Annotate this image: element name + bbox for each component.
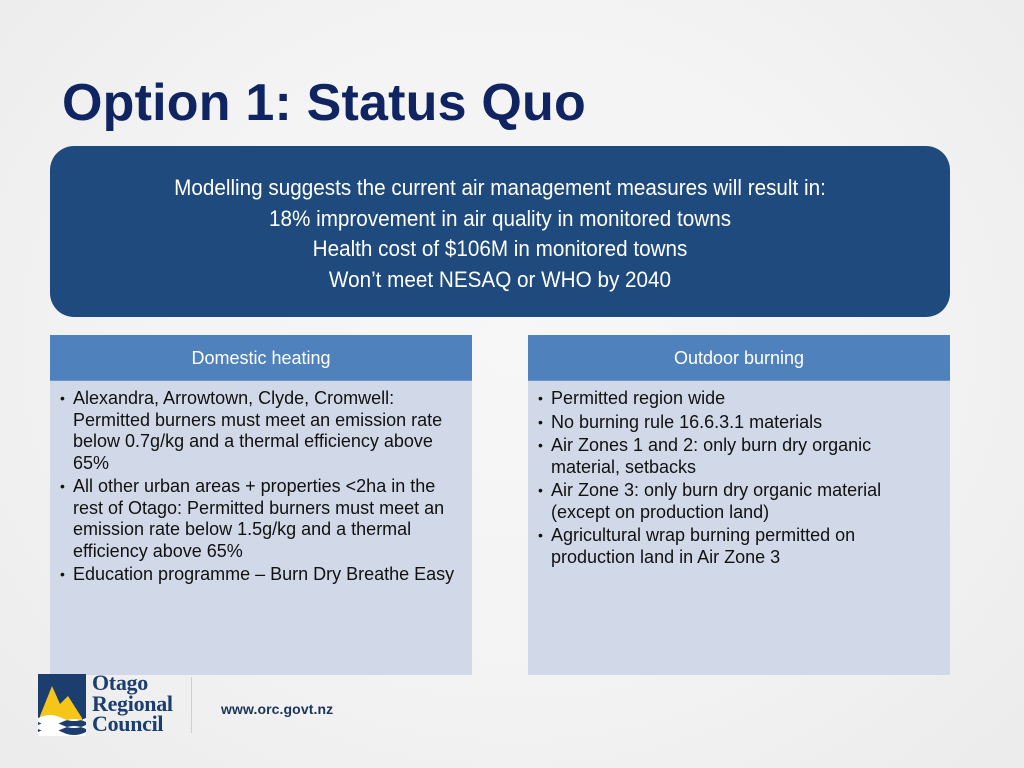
website-url: www.orc.govt.nz — [221, 701, 334, 717]
banner-line: Modelling suggests the current air management measures will result in: — [174, 175, 826, 200]
panel-body — [528, 381, 950, 568]
list-item-text: Permitted region wide — [551, 388, 726, 408]
bullet-icon: • — [538, 482, 543, 498]
bullet-icon: • — [538, 390, 543, 406]
banner-line: Health cost of $106M in monitored towns — [312, 236, 688, 261]
list-item — [538, 525, 936, 568]
banner-line: 18% improvement in air quality in monitored towns — [268, 205, 732, 231]
list-item-text: All other urban areas + properties <2ha in the rest of Otago: Permitted burners must meet an emission rate below 1.5g/kg and a thermal efficiency above 65% — [73, 476, 445, 561]
list-item — [60, 564, 458, 586]
bullet-icon: • — [60, 390, 65, 406]
outdoor-burning-panel — [528, 335, 950, 675]
bullet-icon: • — [538, 413, 543, 430]
panel-header: Domestic heating — [50, 335, 472, 381]
mountain-river-logo-icon — [38, 674, 86, 736]
list-item-text: Education programme – Burn Dry Breathe Easy — [73, 564, 455, 584]
banner-line: Won’t meet NESAQ or WHO by 2040 — [328, 266, 672, 292]
bullet-icon: • — [60, 478, 65, 494]
list-item-text: Agricultural wrap burning permitted on production land in Air Zone 3 — [551, 525, 856, 567]
list-item-text: Air Zones 1 and 2: only burn dry organic material, setbacks — [551, 435, 872, 477]
list-item-text: Alexandra, Arrowtown, Clyde, Cromwell: Permitted burners must meet an emission rate below 0.7g/kg and a thermal efficiency above 65% — [73, 388, 443, 473]
org-name-line: Regional — [92, 690, 173, 716]
bullet-icon: • — [60, 566, 65, 582]
list-item — [538, 388, 936, 410]
summary-banner — [50, 146, 950, 317]
list-item — [538, 435, 936, 478]
list-item — [538, 412, 936, 434]
bullet-list — [60, 388, 458, 586]
bullet-icon: • — [538, 527, 543, 543]
org-name-line: Council — [92, 711, 164, 736]
list-item — [60, 476, 458, 562]
panel-body — [50, 381, 472, 586]
bullet-list — [538, 388, 936, 568]
footer-divider — [191, 677, 192, 733]
bullet-icon: • — [538, 437, 543, 453]
list-item — [538, 480, 936, 523]
org-name-line: Otago — [92, 670, 148, 695]
domestic-heating-panel — [50, 335, 472, 675]
list-item — [60, 388, 458, 474]
list-item-text: Air Zone 3: only burn dry organic material (except on production land) — [551, 480, 882, 522]
panel-header: Outdoor burning — [528, 335, 950, 381]
organization-name — [92, 670, 173, 736]
slide-title: Option 1: Status Quo — [62, 74, 586, 132]
list-item-text: No burning rule 16.6.3.1 materials — [551, 411, 823, 432]
